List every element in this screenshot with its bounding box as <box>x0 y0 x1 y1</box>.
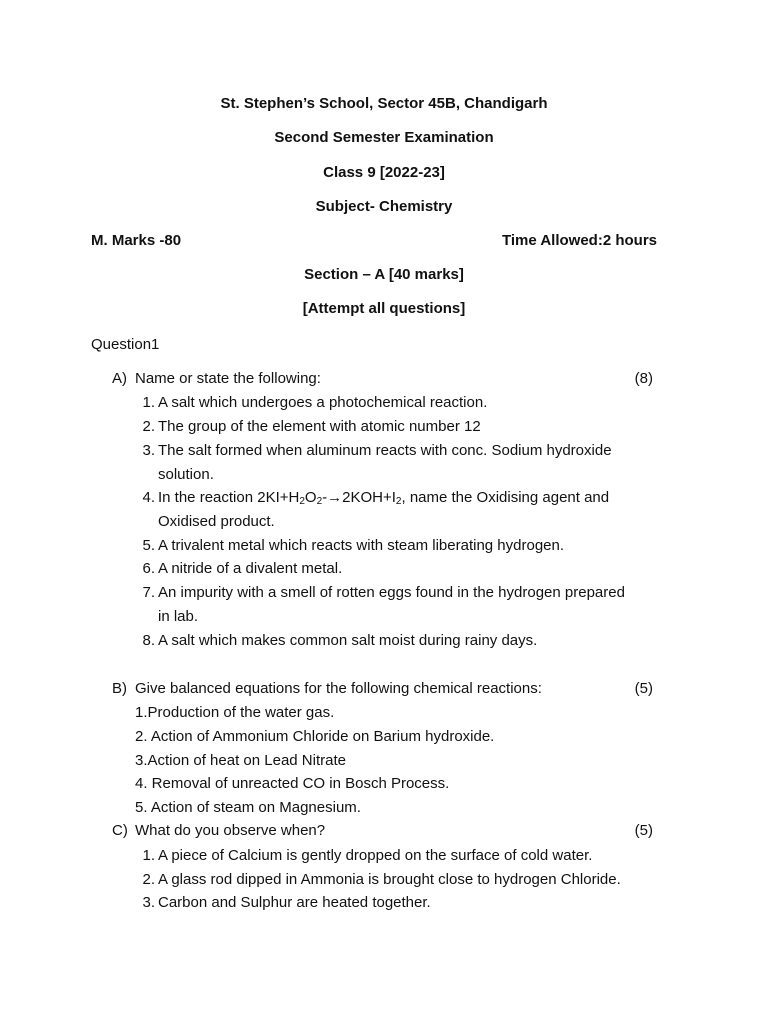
item-number: 5. <box>142 537 155 554</box>
part-a-text: Name or state the following: <box>135 370 321 387</box>
part-b-text: Give balanced equations for the following chemical reactions: <box>135 680 542 697</box>
list-item: 3.Action of heat on Lead Nitrate <box>135 752 346 769</box>
item-text: The group of the element with atomic number 12 <box>158 418 481 435</box>
part-a-letter: A) <box>112 370 127 387</box>
list-item: 2. Action of Ammonium Chloride on Barium hydroxide. <box>135 728 495 745</box>
part-c-letter: C) <box>112 822 128 839</box>
item-number: 2. <box>142 871 155 888</box>
item-text: solution. <box>158 466 214 483</box>
item-number: 7. <box>142 584 155 601</box>
item-number: 1. <box>142 847 155 864</box>
item-number: 6. <box>142 560 155 577</box>
item-text: A glass rod dipped in Ammonia is brought close to hydrogen Chloride. <box>158 871 621 888</box>
item-text: A trivalent metal which reacts with steam liberating hydrogen. <box>158 537 565 554</box>
item-number: 3. <box>142 442 155 459</box>
item-text: A nitride of a divalent metal. <box>158 560 343 577</box>
exam-title: Second Semester Examination <box>274 129 494 146</box>
class-info: Class 9 [2022-23] <box>323 164 445 181</box>
list-item: 5. Action of steam on Magnesium. <box>135 799 361 816</box>
instruction: [Attempt all questions] <box>302 300 466 317</box>
time-allowed: Time Allowed:2 hours <box>501 232 657 249</box>
part-b-letter: B) <box>112 680 127 697</box>
item-text: The salt formed when aluminum reacts with conc. Sodium hydroxide <box>158 442 612 459</box>
part-c-marks: (5) <box>634 822 653 839</box>
list-item: 1.Production of the water gas. <box>135 704 335 721</box>
item-text: Oxidised product. <box>158 513 275 530</box>
part-a-marks: (8) <box>634 370 653 387</box>
list-item: 4. Removal of unreacted CO in Bosch Process. <box>135 775 450 792</box>
max-marks: M. Marks -80 <box>91 232 182 249</box>
item-text: An impurity with a smell of rotten eggs found in the hydrogen prepared <box>158 584 625 601</box>
part-c-text: What do you observe when? <box>135 822 326 839</box>
item-text: A salt which undergoes a photochemical reaction. <box>158 394 488 411</box>
item-text: A piece of Calcium is gently dropped on the surface of cold water. <box>158 847 593 864</box>
part-b-marks: (5) <box>634 680 653 697</box>
item-number: 4. <box>142 489 155 506</box>
item-text: Carbon and Sulphur are heated together. <box>158 894 431 911</box>
item-number: 8. <box>142 632 155 649</box>
item-text: in lab. <box>158 608 199 625</box>
item-number: 2. <box>142 418 155 435</box>
item-number: 3. <box>142 894 155 911</box>
item-text: In the reaction $2KI+H_2O_2-\to 2KOH+I_2$, name the Oxidising agent and <box>158 489 610 507</box>
question-title: Question1 <box>91 336 160 353</box>
item-text: A salt which makes common salt moist during rainy days. <box>158 632 538 649</box>
section-heading: Section – A [40 marks] <box>304 266 464 283</box>
item-number: 1. <box>142 394 155 411</box>
subject-info: Subject- Chemistry <box>315 198 453 215</box>
school-name: St. Stephen’s School, Sector 45B, Chandigarh <box>220 95 548 112</box>
